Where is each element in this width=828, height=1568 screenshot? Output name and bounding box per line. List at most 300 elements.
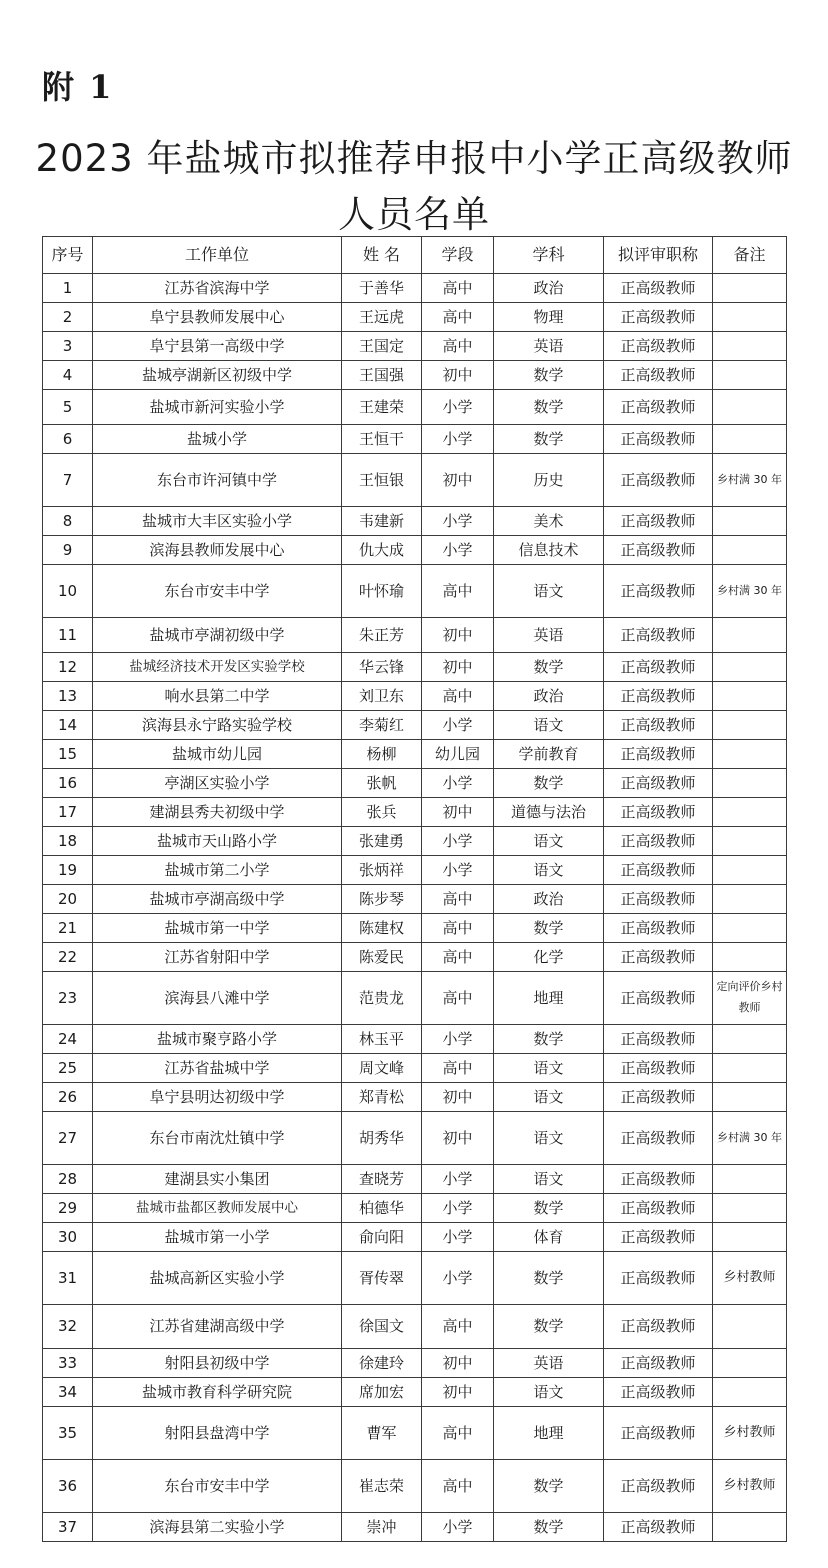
cell-name: 徐国文	[342, 1305, 422, 1349]
table-row	[43, 507, 787, 536]
cell-subject: 政治	[494, 274, 604, 303]
cell-no: 36	[43, 1460, 93, 1513]
cell-no: 33	[43, 1349, 93, 1378]
cell-title: 正高级教师	[604, 1025, 713, 1054]
cell-organization: 盐城市第一小学	[93, 1223, 342, 1252]
cell-organization: 东台市安丰中学	[93, 565, 342, 618]
table-body	[43, 274, 787, 1542]
cell-organization: 盐城市新河实验小学	[93, 390, 342, 425]
cell-no: 18	[43, 827, 93, 856]
cell-note	[713, 1305, 787, 1349]
cell-name: 俞向阳	[342, 1223, 422, 1252]
cell-subject: 英语	[494, 618, 604, 653]
cell-name: 王远虎	[342, 303, 422, 332]
cell-stage: 高中	[422, 1407, 494, 1460]
table-row	[43, 1194, 787, 1223]
cell-title: 正高级教师	[604, 507, 713, 536]
cell-no: 10	[43, 565, 93, 618]
table-row	[43, 618, 787, 653]
cell-stage: 小学	[422, 1252, 494, 1305]
cell-organization: 射阳县初级中学	[93, 1349, 342, 1378]
cell-name: 陈爱民	[342, 943, 422, 972]
cell-stage: 高中	[422, 682, 494, 711]
cell-organization: 盐城市天山路小学	[93, 827, 342, 856]
table-row	[43, 1252, 787, 1305]
cell-note	[713, 769, 787, 798]
cell-name: 徐建玲	[342, 1349, 422, 1378]
cell-name: 柏德华	[342, 1194, 422, 1223]
cell-name: 周文峰	[342, 1054, 422, 1083]
cell-note: 乡村教师	[713, 1252, 787, 1305]
cell-organization: 滨海县第二实验小学	[93, 1513, 342, 1542]
table-row	[43, 454, 787, 507]
cell-subject: 历史	[494, 454, 604, 507]
cell-stage: 高中	[422, 943, 494, 972]
table-row	[43, 740, 787, 769]
cell-note	[713, 1083, 787, 1112]
cell-name: 崔志荣	[342, 1460, 422, 1513]
cell-no: 35	[43, 1407, 93, 1460]
cell-subject: 语文	[494, 1112, 604, 1165]
cell-name: 刘卫东	[342, 682, 422, 711]
cell-no: 17	[43, 798, 93, 827]
cell-note: 乡村满 30 年	[713, 454, 787, 507]
cell-name: 于善华	[342, 274, 422, 303]
cell-stage: 初中	[422, 798, 494, 827]
cell-stage: 初中	[422, 1378, 494, 1407]
cell-stage: 小学	[422, 1025, 494, 1054]
cell-stage: 初中	[422, 361, 494, 390]
cell-stage: 初中	[422, 1349, 494, 1378]
cell-organization: 滨海县永宁路实验学校	[93, 711, 342, 740]
cell-name: 朱正芳	[342, 618, 422, 653]
cell-subject: 数学	[494, 361, 604, 390]
document-title: 2023 年盐城市拟推荐申报中小学正高级教师	[35, 137, 793, 180]
cell-title: 正高级教师	[604, 274, 713, 303]
cell-organization: 建湖县秀夫初级中学	[93, 798, 342, 827]
cell-title: 正高级教师	[604, 740, 713, 769]
cell-no: 26	[43, 1083, 93, 1112]
cell-stage: 高中	[422, 972, 494, 1025]
cell-name: 胥传翠	[342, 1252, 422, 1305]
cell-no: 23	[43, 972, 93, 1025]
document-title-line2: 人员名单	[338, 193, 490, 236]
cell-stage: 初中	[422, 1112, 494, 1165]
cell-name: 陈建权	[342, 914, 422, 943]
cell-title: 正高级教师	[604, 885, 713, 914]
table-row	[43, 885, 787, 914]
column-header-organization: 工作单位	[93, 237, 342, 274]
cell-title: 正高级教师	[604, 769, 713, 798]
table-row	[43, 332, 787, 361]
cell-stage: 高中	[422, 1460, 494, 1513]
cell-stage: 小学	[422, 1513, 494, 1542]
cell-title: 正高级教师	[604, 798, 713, 827]
cell-note	[713, 943, 787, 972]
cell-note	[713, 914, 787, 943]
cell-note	[713, 682, 787, 711]
cell-organization: 盐城小学	[93, 425, 342, 454]
cell-subject: 美术	[494, 507, 604, 536]
table-row	[43, 972, 787, 1025]
table-row	[43, 682, 787, 711]
cell-stage: 小学	[422, 856, 494, 885]
cell-no: 6	[43, 425, 93, 454]
cell-name: 张帆	[342, 769, 422, 798]
cell-title: 正高级教师	[604, 536, 713, 565]
cell-no: 25	[43, 1054, 93, 1083]
cell-subject: 数学	[494, 653, 604, 682]
cell-no: 14	[43, 711, 93, 740]
cell-note: 乡村满 30 年	[713, 565, 787, 618]
cell-subject: 学前教育	[494, 740, 604, 769]
cell-note: 定向评价乡村教师	[713, 972, 787, 1025]
cell-no: 22	[43, 943, 93, 972]
cell-stage: 小学	[422, 536, 494, 565]
cell-organization: 盐城亭湖新区初级中学	[93, 361, 342, 390]
cell-note	[713, 711, 787, 740]
cell-note	[713, 390, 787, 425]
cell-title: 正高级教师	[604, 972, 713, 1025]
cell-name: 韦建新	[342, 507, 422, 536]
cell-organization: 盐城市聚亨路小学	[93, 1025, 342, 1054]
cell-subject: 语文	[494, 827, 604, 856]
cell-subject: 数学	[494, 1025, 604, 1054]
cell-title: 正高级教师	[604, 425, 713, 454]
cell-stage: 小学	[422, 1223, 494, 1252]
table-row	[43, 798, 787, 827]
cell-title: 正高级教师	[604, 332, 713, 361]
cell-stage: 初中	[422, 1083, 494, 1112]
cell-stage: 高中	[422, 274, 494, 303]
cell-organization: 东台市安丰中学	[93, 1460, 342, 1513]
table-row	[43, 943, 787, 972]
cell-subject: 信息技术	[494, 536, 604, 565]
cell-subject: 数学	[494, 914, 604, 943]
column-header-title: 拟评审职称	[604, 237, 713, 274]
cell-note	[713, 274, 787, 303]
cell-no: 3	[43, 332, 93, 361]
table-row	[43, 1054, 787, 1083]
table-row	[43, 1349, 787, 1378]
cell-organization: 盐城市第二小学	[93, 856, 342, 885]
cell-organization: 建湖县实小集团	[93, 1165, 342, 1194]
header-row	[43, 237, 787, 274]
column-header-no: 序号	[43, 237, 93, 274]
table-row	[43, 769, 787, 798]
cell-no: 16	[43, 769, 93, 798]
cell-organization: 盐城市第一中学	[93, 914, 342, 943]
cell-name: 范贵龙	[342, 972, 422, 1025]
cell-organization: 滨海县八滩中学	[93, 972, 342, 1025]
cell-organization: 盐城市教育科学研究院	[93, 1378, 342, 1407]
table-row	[43, 425, 787, 454]
cell-subject: 化学	[494, 943, 604, 972]
cell-note: 乡村教师	[713, 1407, 787, 1460]
cell-no: 19	[43, 856, 93, 885]
cell-name: 王国定	[342, 332, 422, 361]
cell-name: 杨柳	[342, 740, 422, 769]
cell-no: 13	[43, 682, 93, 711]
cell-title: 正高级教师	[604, 1054, 713, 1083]
cell-stage: 初中	[422, 454, 494, 507]
cell-name: 席加宏	[342, 1378, 422, 1407]
cell-name: 王恒干	[342, 425, 422, 454]
cell-name: 查晓芳	[342, 1165, 422, 1194]
cell-stage: 高中	[422, 1305, 494, 1349]
table-row	[43, 303, 787, 332]
cell-subject: 数学	[494, 1513, 604, 1542]
cell-subject: 数学	[494, 1252, 604, 1305]
cell-no: 31	[43, 1252, 93, 1305]
cell-organization: 滨海县教师发展中心	[93, 536, 342, 565]
cell-subject: 政治	[494, 682, 604, 711]
cell-note	[713, 798, 787, 827]
table-row	[43, 856, 787, 885]
cell-name: 李菊红	[342, 711, 422, 740]
cell-note	[713, 1194, 787, 1223]
cell-subject: 英语	[494, 1349, 604, 1378]
cell-subject: 语文	[494, 1378, 604, 1407]
cell-name: 林玉平	[342, 1025, 422, 1054]
table-row	[43, 390, 787, 425]
cell-note	[713, 1223, 787, 1252]
table-row	[43, 361, 787, 390]
cell-note	[713, 1165, 787, 1194]
cell-subject: 数学	[494, 1460, 604, 1513]
cell-stage: 小学	[422, 827, 494, 856]
cell-note	[713, 332, 787, 361]
cell-subject: 英语	[494, 332, 604, 361]
cell-title: 正高级教师	[604, 1165, 713, 1194]
cell-name: 曹军	[342, 1407, 422, 1460]
cell-title: 正高级教师	[604, 1112, 713, 1165]
cell-stage: 高中	[422, 885, 494, 914]
table-row	[43, 1083, 787, 1112]
cell-title: 正高级教师	[604, 1378, 713, 1407]
cell-note	[713, 827, 787, 856]
table-row	[43, 1112, 787, 1165]
cell-subject: 地理	[494, 972, 604, 1025]
table-row	[43, 1378, 787, 1407]
cell-stage: 高中	[422, 1054, 494, 1083]
table-row	[43, 653, 787, 682]
cell-no: 28	[43, 1165, 93, 1194]
cell-organization: 盐城经济技术开发区实验学校	[93, 653, 342, 682]
cell-organization: 盐城市亭湖高级中学	[93, 885, 342, 914]
cell-subject: 政治	[494, 885, 604, 914]
cell-name: 华云锋	[342, 653, 422, 682]
cell-title: 正高级教师	[604, 827, 713, 856]
cell-stage: 小学	[422, 769, 494, 798]
cell-title: 正高级教师	[604, 653, 713, 682]
cell-name: 郑青松	[342, 1083, 422, 1112]
cell-title: 正高级教师	[604, 1083, 713, 1112]
cell-no: 1	[43, 274, 93, 303]
cell-subject: 语文	[494, 1083, 604, 1112]
cell-title: 正高级教师	[604, 1460, 713, 1513]
cell-no: 15	[43, 740, 93, 769]
cell-stage: 小学	[422, 1165, 494, 1194]
cell-organization: 江苏省盐城中学	[93, 1054, 342, 1083]
cell-stage: 高中	[422, 565, 494, 618]
cell-note	[713, 885, 787, 914]
cell-note	[713, 361, 787, 390]
cell-title: 正高级教师	[604, 914, 713, 943]
cell-stage: 小学	[422, 507, 494, 536]
cell-subject: 语文	[494, 856, 604, 885]
column-header-stage: 学段	[422, 237, 494, 274]
cell-no: 11	[43, 618, 93, 653]
cell-name: 张建勇	[342, 827, 422, 856]
cell-stage: 高中	[422, 303, 494, 332]
cell-name: 王建荣	[342, 390, 422, 425]
table-row	[43, 1165, 787, 1194]
cell-organization: 东台市南沈灶镇中学	[93, 1112, 342, 1165]
cell-name: 胡秀华	[342, 1112, 422, 1165]
cell-note	[713, 425, 787, 454]
cell-title: 正高级教师	[604, 1223, 713, 1252]
cell-note	[713, 1025, 787, 1054]
table-row	[43, 536, 787, 565]
table-row	[43, 1460, 787, 1513]
column-header-name: 姓 名	[342, 237, 422, 274]
cell-stage: 小学	[422, 1194, 494, 1223]
cell-no: 29	[43, 1194, 93, 1223]
cell-no: 37	[43, 1513, 93, 1542]
column-header-note: 备注	[713, 237, 787, 274]
cell-title: 正高级教师	[604, 1513, 713, 1542]
cell-name: 王恒银	[342, 454, 422, 507]
cell-no: 32	[43, 1305, 93, 1349]
cell-note: 乡村满 30 年	[713, 1112, 787, 1165]
cell-organization: 射阳县盘湾中学	[93, 1407, 342, 1460]
cell-title: 正高级教师	[604, 1349, 713, 1378]
cell-organization: 盐城高新区实验小学	[93, 1252, 342, 1305]
cell-no: 34	[43, 1378, 93, 1407]
cell-title: 正高级教师	[604, 565, 713, 618]
cell-no: 27	[43, 1112, 93, 1165]
table-row	[43, 711, 787, 740]
cell-organization: 阜宁县教师发展中心	[93, 303, 342, 332]
cell-no: 30	[43, 1223, 93, 1252]
cell-title: 正高级教师	[604, 943, 713, 972]
table-row	[43, 565, 787, 618]
cell-subject: 数学	[494, 425, 604, 454]
cell-subject: 语文	[494, 1054, 604, 1083]
cell-title: 正高级教师	[604, 1407, 713, 1460]
cell-note: 乡村教师	[713, 1460, 787, 1513]
cell-title: 正高级教师	[604, 1305, 713, 1349]
cell-no: 9	[43, 536, 93, 565]
cell-subject: 数学	[494, 1194, 604, 1223]
table-row	[43, 1513, 787, 1542]
cell-subject: 数学	[494, 390, 604, 425]
cell-organization: 盐城市亭湖初级中学	[93, 618, 342, 653]
table-header	[43, 237, 787, 274]
cell-note	[713, 303, 787, 332]
column-header-subject: 学科	[494, 237, 604, 274]
cell-name: 王国强	[342, 361, 422, 390]
cell-organization: 盐城市幼儿园	[93, 740, 342, 769]
cell-no: 4	[43, 361, 93, 390]
cell-title: 正高级教师	[604, 711, 713, 740]
cell-note	[713, 507, 787, 536]
cell-no: 2	[43, 303, 93, 332]
cell-name: 叶怀瑜	[342, 565, 422, 618]
cell-note	[713, 1378, 787, 1407]
cell-note	[713, 618, 787, 653]
cell-subject: 语文	[494, 1165, 604, 1194]
cell-no: 12	[43, 653, 93, 682]
cell-stage: 小学	[422, 711, 494, 740]
cell-name: 张炳祥	[342, 856, 422, 885]
cell-no: 7	[43, 454, 93, 507]
table-row	[43, 1223, 787, 1252]
cell-organization: 阜宁县第一高级中学	[93, 332, 342, 361]
cell-organization: 东台市许河镇中学	[93, 454, 342, 507]
cell-title: 正高级教师	[604, 856, 713, 885]
cell-organization: 亭湖区实验小学	[93, 769, 342, 798]
cell-organization: 盐城市大丰区实验小学	[93, 507, 342, 536]
cell-subject: 语文	[494, 565, 604, 618]
cell-organization: 江苏省射阳中学	[93, 943, 342, 972]
cell-subject: 物理	[494, 303, 604, 332]
cell-stage: 小学	[422, 390, 494, 425]
cell-title: 正高级教师	[604, 361, 713, 390]
cell-organization: 盐城市盐都区教师发展中心	[93, 1194, 342, 1223]
cell-title: 正高级教师	[604, 454, 713, 507]
cell-subject: 数学	[494, 1305, 604, 1349]
cell-title: 正高级教师	[604, 1194, 713, 1223]
cell-note	[713, 856, 787, 885]
cell-subject: 道德与法治	[494, 798, 604, 827]
table-row	[43, 274, 787, 303]
table-row	[43, 1025, 787, 1054]
cell-note	[713, 536, 787, 565]
cell-subject: 地理	[494, 1407, 604, 1460]
cell-organization: 阜宁县明达初级中学	[93, 1083, 342, 1112]
cell-note	[713, 1513, 787, 1542]
cell-title: 正高级教师	[604, 303, 713, 332]
cell-organization: 响水县第二中学	[93, 682, 342, 711]
cell-organization: 江苏省滨海中学	[93, 274, 342, 303]
cell-note	[713, 1054, 787, 1083]
cell-title: 正高级教师	[604, 1252, 713, 1305]
cell-no: 24	[43, 1025, 93, 1054]
cell-title: 正高级教师	[604, 618, 713, 653]
cell-title: 正高级教师	[604, 682, 713, 711]
cell-no: 20	[43, 885, 93, 914]
cell-subject: 语文	[494, 711, 604, 740]
cell-stage: 初中	[422, 653, 494, 682]
cell-stage: 高中	[422, 332, 494, 361]
cell-subject: 体育	[494, 1223, 604, 1252]
attachment-label: 附 1	[42, 68, 114, 106]
cell-no: 5	[43, 390, 93, 425]
roster-table	[42, 236, 787, 1542]
cell-title: 正高级教师	[604, 390, 713, 425]
cell-name: 仇大成	[342, 536, 422, 565]
cell-no: 8	[43, 507, 93, 536]
table-row	[43, 827, 787, 856]
cell-organization: 江苏省建湖高级中学	[93, 1305, 342, 1349]
cell-name: 崇冲	[342, 1513, 422, 1542]
cell-note	[713, 653, 787, 682]
table-row	[43, 1305, 787, 1349]
cell-name: 张兵	[342, 798, 422, 827]
cell-stage: 初中	[422, 618, 494, 653]
